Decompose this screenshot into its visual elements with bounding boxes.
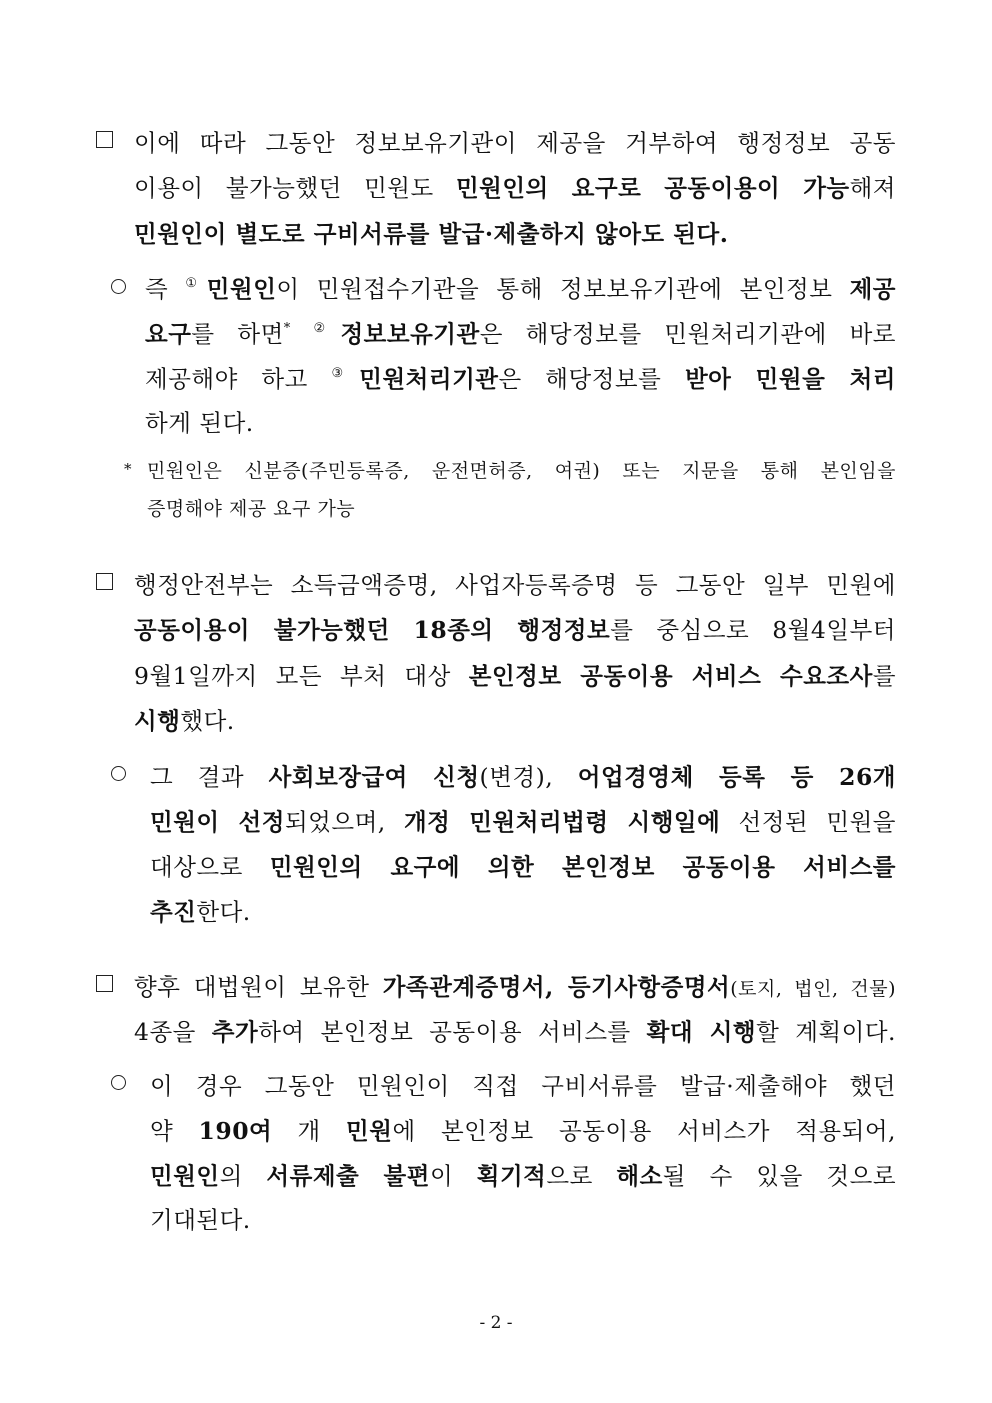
section-1-sub-line-2: 요구를 하면* ②정보보유기관은 해당정보를 민원처리기관에 바로 xyxy=(145,320,896,348)
section-2-sub-line-4: 추진한다. xyxy=(150,898,251,926)
section-3-sub-line-4: 기대된다. xyxy=(150,1206,251,1234)
section-3-sub-line-3: 민원인의 서류제출 불편이 획기적으로 해소될 수 있을 것으로 xyxy=(150,1162,897,1190)
section-1-line-1: 이에 따라 그동안 정보보유기관이 제공을 거부하여 행정정보 공동 xyxy=(134,129,896,157)
section-2-line-4: 시행했다. xyxy=(134,707,235,735)
section-3-line-1: 향후 대법원이 보유한 가족관계증명서, 등기사항증명서(토지, 법인, 건물) xyxy=(134,973,897,1001)
section-1-sub-line-4: 하게 된다. xyxy=(145,409,254,437)
section-1-sub-line-1: 즉 ①민원인이 민원접수기관을 통해 정보보유기관에 본인정보 제공 xyxy=(145,275,897,303)
section-2-line-2: 공동이용이 불가능했던 18종의 행정정보를 중심으로 8월4일부터 xyxy=(134,616,896,644)
circle-bullet xyxy=(111,1075,126,1094)
footnote-line-2: 증명해야 제공 요구 가능 xyxy=(147,498,356,520)
square-bullet xyxy=(96,975,113,996)
section-2-line-3: 9월1일까지 모든 부처 대상 본인정보 공동이용 서비스 수요조사를 xyxy=(134,662,897,690)
section-1-sub-line-3: 제공해야 하고 ③민원처리기관은 해당정보를 받아 민원을 처리 xyxy=(145,365,897,393)
section-2-sub-line-3: 대상으로 민원인의 요구에 의한 본인정보 공동이용 서비스를 xyxy=(150,853,896,881)
section-3-sub-line-1: 이 경우 그동안 민원인이 직접 구비서류를 발급·제출해야 했던 xyxy=(150,1072,896,1100)
section-1-line-3: 민원인이 별도로 구비서류를 발급·제출하지 않아도 된다. xyxy=(134,220,729,248)
footnote-line-1: 민원인은 신분증(주민등록증, 운전면허증, 여권) 또는 지문을 통해 본인임을 xyxy=(147,460,896,482)
section-2-sub-line-1: 그 결과 사회보장급여 신청(변경), 어업경영체 등록 등 26개 xyxy=(150,763,897,791)
section-3-line-2: 4종을 추가하여 본인정보 공동이용 서비스를 확대 시행할 계획이다. xyxy=(134,1018,896,1046)
section-2-line-1: 행정안전부는 소득금액증명, 사업자등록증명 등 그동안 일부 민원에 xyxy=(134,571,896,599)
square-bullet xyxy=(96,131,113,152)
section-3-sub-line-2: 약 190여 개 민원에 본인정보 공동이용 서비스가 적용되어, xyxy=(150,1117,896,1145)
square-bullet xyxy=(96,573,113,594)
circle-bullet xyxy=(111,766,126,785)
circle-bullet xyxy=(111,279,126,298)
asterisk-marker: * xyxy=(124,460,132,478)
page-number: - 2 - xyxy=(479,1313,513,1333)
section-2-sub-line-2: 민원이 선정되었으며, 개정 민원처리법령 시행일에 선정된 민원을 xyxy=(150,808,896,836)
section-1-line-2: 이용이 불가능했던 민원도 민원인의 요구로 공동이용이 가능해져 xyxy=(134,174,897,202)
